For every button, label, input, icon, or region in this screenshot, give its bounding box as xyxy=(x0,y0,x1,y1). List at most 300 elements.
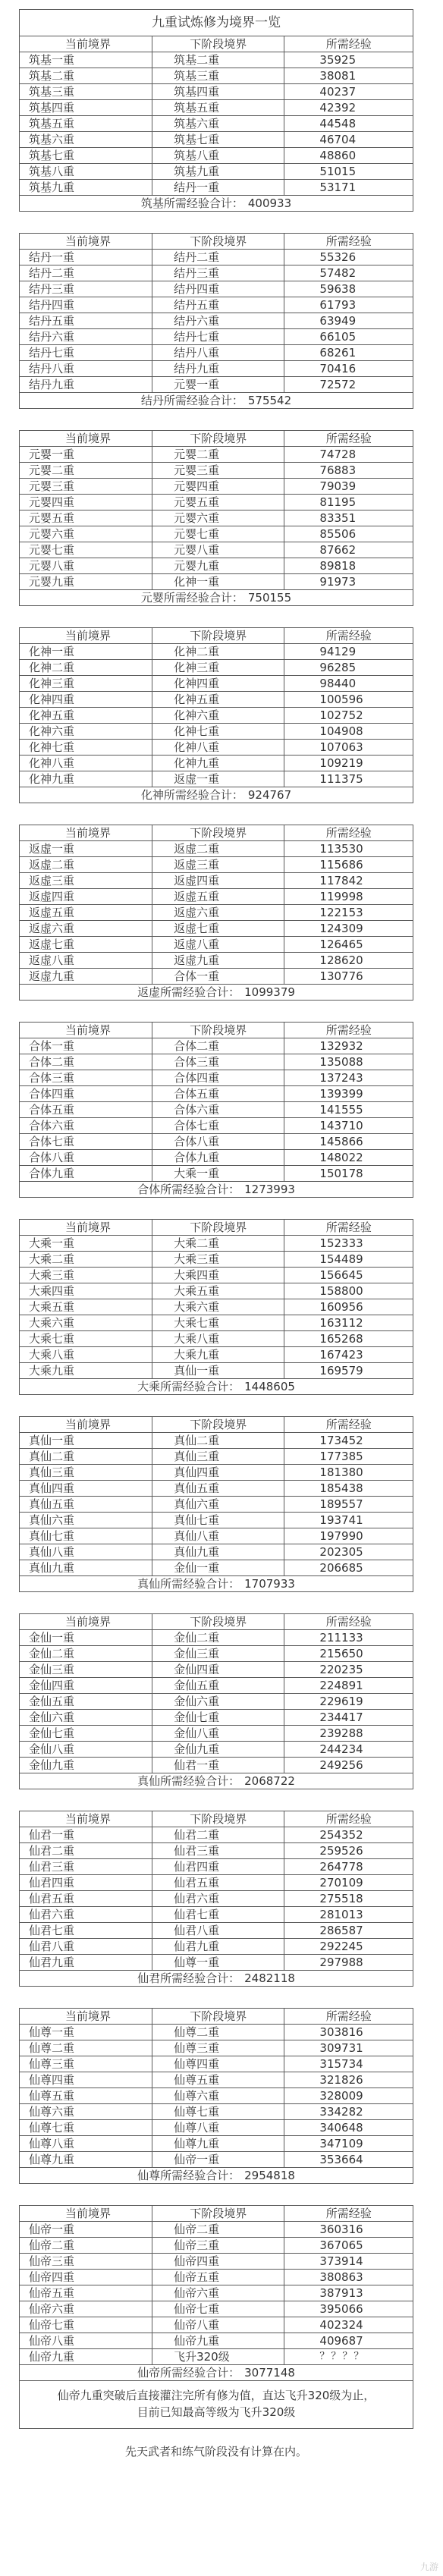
required-exp: 185438 xyxy=(284,1481,413,1497)
next-realm: 合体八重 xyxy=(152,1134,284,1150)
required-exp: 270109 xyxy=(284,1875,413,1891)
required-exp: 72572 xyxy=(284,377,413,393)
next-realm: 金仙八重 xyxy=(152,1726,284,1742)
next-realm: 筑基七重 xyxy=(152,132,284,148)
realm-table xyxy=(19,233,413,409)
header-exp: 所需经验 xyxy=(284,234,413,250)
header-exp: 所需经验 xyxy=(284,2206,413,2222)
table-header-row xyxy=(20,1417,413,1433)
table-row xyxy=(20,708,413,724)
next-realm: 返虚八重 xyxy=(152,937,284,953)
current-realm: 仙尊五重 xyxy=(20,2088,152,2104)
table-header-row xyxy=(20,36,413,52)
table-row xyxy=(20,2040,413,2056)
total-label xyxy=(137,2169,240,2182)
note-line-2: 目前已知最高等级为飞升320级 xyxy=(137,2405,296,2419)
total-suffix: 所需经验合计： xyxy=(160,1183,240,1196)
next-realm: 仙君一重 xyxy=(152,1758,284,1773)
required-exp: 44548 xyxy=(284,116,413,132)
total-row xyxy=(20,1773,413,1789)
next-realm: 金仙九重 xyxy=(152,1742,284,1758)
current-realm: 真仙三重 xyxy=(20,1465,152,1481)
next-realm: 返虚六重 xyxy=(152,905,284,921)
next-realm: 筑基四重 xyxy=(152,84,284,100)
footer-note: 先天武者和练气阶段没有计算在内。 xyxy=(124,2445,307,2458)
next-realm: 仙帝二重 xyxy=(152,2222,284,2238)
total-suffix: 所需经验合计： xyxy=(163,394,243,407)
required-exp: 117842 xyxy=(284,873,413,889)
table-row xyxy=(20,1726,413,1742)
next-realm: 元婴七重 xyxy=(152,526,284,542)
required-exp: 148022 xyxy=(284,1150,413,1166)
header-next: 下阶段境界 xyxy=(152,1417,284,1433)
next-realm: 化神七重 xyxy=(152,724,284,740)
next-realm: 金仙二重 xyxy=(152,1630,284,1646)
total-cell xyxy=(20,2168,413,2184)
next-realm: 仙尊六重 xyxy=(152,2088,284,2104)
table-header-row xyxy=(20,825,413,841)
current-realm: 仙尊三重 xyxy=(20,2056,152,2072)
required-exp: 224891 xyxy=(284,1678,413,1694)
table-row xyxy=(20,1544,413,1560)
current-realm: 仙君六重 xyxy=(20,1907,152,1923)
required-exp: 275518 xyxy=(284,1891,413,1907)
current-realm: 真仙八重 xyxy=(20,1544,152,1560)
required-exp: 38081 xyxy=(284,68,413,84)
required-exp: 150178 xyxy=(284,1166,413,1182)
total-cell xyxy=(20,1182,413,1198)
next-realm: 化神四重 xyxy=(152,676,284,692)
required-exp: 42392 xyxy=(284,100,413,116)
required-exp: 59638 xyxy=(284,281,413,297)
total-label xyxy=(137,1774,240,1788)
required-exp: 119998 xyxy=(284,889,413,905)
required-exp: 303816 xyxy=(284,2025,413,2040)
next-realm: 仙帝七重 xyxy=(152,2301,284,2317)
table-row xyxy=(20,281,413,297)
current-realm: 元婴九重 xyxy=(20,574,152,590)
header-exp: 所需经验 xyxy=(284,2009,413,2025)
total-label xyxy=(137,1971,240,1985)
next-realm: 真仙九重 xyxy=(152,1544,284,1560)
current-realm: 结丹二重 xyxy=(20,265,152,281)
next-realm: 大乘一重 xyxy=(152,1166,284,1182)
next-realm: 元婴二重 xyxy=(152,447,284,463)
current-realm: 仙帝七重 xyxy=(20,2317,152,2333)
table-row xyxy=(20,1843,413,1859)
required-exp: 83351 xyxy=(284,510,413,526)
total-suffix: 所需经验合计： xyxy=(160,985,240,999)
total-suffix: 所需经验合计： xyxy=(160,2169,240,2182)
current-realm: 仙帝六重 xyxy=(20,2301,152,2317)
table-row xyxy=(20,692,413,708)
total-row xyxy=(20,590,413,606)
next-realm: 仙君八重 xyxy=(152,1923,284,1939)
table-row xyxy=(20,148,413,164)
table-row xyxy=(20,1955,413,1971)
current-realm: 结丹三重 xyxy=(20,281,152,297)
current-realm: 合体九重 xyxy=(20,1166,152,1182)
header-next: 下阶段境界 xyxy=(152,2206,284,2222)
table-row xyxy=(20,1347,413,1363)
required-exp: 156645 xyxy=(284,1268,413,1283)
next-realm: 仙帝一重 xyxy=(152,2152,284,2168)
next-realm: 金仙七重 xyxy=(152,1710,284,1726)
table-row xyxy=(20,676,413,692)
total-realm-name: 筑基 xyxy=(140,196,164,210)
next-realm: 真仙七重 xyxy=(152,1513,284,1528)
header-exp: 所需经验 xyxy=(284,36,413,52)
next-realm: 仙帝五重 xyxy=(152,2270,284,2285)
next-realm: 大乘三重 xyxy=(152,1252,284,1268)
table-row xyxy=(20,100,413,116)
table-row xyxy=(20,921,413,937)
current-realm: 化神一重 xyxy=(20,644,152,660)
current-realm: 筑基二重 xyxy=(20,68,152,84)
next-realm: 合体三重 xyxy=(152,1054,284,1070)
header-exp: 所需经验 xyxy=(284,1023,413,1038)
total-value: 1448605 xyxy=(244,1380,295,1393)
next-realm: 化神一重 xyxy=(152,574,284,590)
next-realm: 大乘五重 xyxy=(152,1283,284,1299)
next-realm: 化神三重 xyxy=(152,660,284,676)
next-realm: 仙君二重 xyxy=(152,1827,284,1843)
table-row xyxy=(20,2056,413,2072)
current-realm: 结丹六重 xyxy=(20,329,152,345)
total-label xyxy=(137,1380,240,1393)
required-exp: 334282 xyxy=(284,2104,413,2120)
next-realm: 返虚一重 xyxy=(152,771,284,787)
required-exp: 197990 xyxy=(284,1528,413,1544)
required-exp: ？？？？ xyxy=(284,2349,413,2365)
required-exp: 169579 xyxy=(284,1363,413,1379)
required-exp: 122153 xyxy=(284,905,413,921)
current-realm: 大乘二重 xyxy=(20,1252,152,1268)
table-row xyxy=(20,510,413,526)
table-row xyxy=(20,1907,413,1923)
current-realm: 筑基九重 xyxy=(20,180,152,196)
table-row xyxy=(20,2349,413,2365)
table-row xyxy=(20,1252,413,1268)
header-next: 下阶段境界 xyxy=(152,1023,284,1038)
table-row xyxy=(20,2072,413,2088)
table-row xyxy=(20,2254,413,2270)
required-exp: 53171 xyxy=(284,180,413,196)
current-realm: 合体二重 xyxy=(20,1054,152,1070)
total-suffix: 所需经验合计： xyxy=(163,788,243,802)
total-suffix: 所需经验合计： xyxy=(163,591,243,605)
table-header-row xyxy=(20,431,413,447)
required-exp: 181380 xyxy=(284,1465,413,1481)
next-realm: 仙帝九重 xyxy=(152,2333,284,2349)
required-exp: 353664 xyxy=(284,2152,413,2168)
table-row xyxy=(20,1118,413,1134)
current-realm: 真仙四重 xyxy=(20,1481,152,1497)
header-exp: 所需经验 xyxy=(284,1811,413,1827)
required-exp: 66105 xyxy=(284,329,413,345)
total-suffix: 所需经验合计： xyxy=(160,1774,240,1788)
current-realm: 返虚五重 xyxy=(20,905,152,921)
current-realm: 仙帝三重 xyxy=(20,2254,152,2270)
next-realm: 结丹七重 xyxy=(152,329,284,345)
required-exp: 402324 xyxy=(284,2317,413,2333)
current-realm: 大乘四重 xyxy=(20,1283,152,1299)
required-exp: 360316 xyxy=(284,2222,413,2238)
total-row xyxy=(20,2168,413,2184)
required-exp: 215650 xyxy=(284,1646,413,1662)
table-row xyxy=(20,2317,413,2333)
next-realm: 真仙四重 xyxy=(152,1465,284,1481)
next-realm: 筑基六重 xyxy=(152,116,284,132)
next-realm: 金仙四重 xyxy=(152,1662,284,1678)
required-exp: 163112 xyxy=(284,1315,413,1331)
required-exp: 46704 xyxy=(284,132,413,148)
current-realm: 仙君七重 xyxy=(20,1923,152,1939)
required-exp: 81195 xyxy=(284,495,413,510)
required-exp: 51015 xyxy=(284,164,413,180)
next-realm: 结丹五重 xyxy=(152,297,284,313)
table-row xyxy=(20,345,413,361)
total-value: 1099379 xyxy=(244,985,295,999)
table-row xyxy=(20,1150,413,1166)
next-realm: 合体四重 xyxy=(152,1070,284,1086)
next-realm: 金仙六重 xyxy=(152,1694,284,1710)
table-row xyxy=(20,1497,413,1513)
current-realm: 返虚六重 xyxy=(20,921,152,937)
next-realm: 真仙一重 xyxy=(152,1363,284,1379)
table-header-row xyxy=(20,628,413,644)
realm-table xyxy=(19,627,413,803)
current-realm: 仙君五重 xyxy=(20,1891,152,1907)
current-realm: 元婴六重 xyxy=(20,526,152,542)
table-row xyxy=(20,953,413,969)
current-realm: 大乘五重 xyxy=(20,1299,152,1315)
next-realm: 返虚五重 xyxy=(152,889,284,905)
header-exp: 所需经验 xyxy=(284,628,413,644)
required-exp: 126465 xyxy=(284,937,413,953)
next-realm: 返虚三重 xyxy=(152,857,284,873)
total-row xyxy=(20,985,413,1001)
next-realm: 结丹一重 xyxy=(152,180,284,196)
table-row xyxy=(20,2301,413,2317)
total-cell xyxy=(20,2365,413,2381)
header-current: 当前境界 xyxy=(20,234,152,250)
required-exp: 167423 xyxy=(284,1347,413,1363)
required-exp: 85506 xyxy=(284,526,413,542)
required-exp: 395066 xyxy=(284,2301,413,2317)
required-exp: 189557 xyxy=(284,1497,413,1513)
table-row xyxy=(20,937,413,953)
next-realm: 仙尊九重 xyxy=(152,2136,284,2152)
next-realm: 大乘二重 xyxy=(152,1236,284,1252)
total-value: 400933 xyxy=(247,196,292,210)
next-realm: 大乘七重 xyxy=(152,1315,284,1331)
table-row xyxy=(20,1694,413,1710)
table-row xyxy=(20,1363,413,1379)
realm-table xyxy=(19,1219,413,1395)
required-exp: 113530 xyxy=(284,841,413,857)
table-row xyxy=(20,542,413,558)
current-realm: 结丹四重 xyxy=(20,297,152,313)
current-realm: 合体一重 xyxy=(20,1038,152,1054)
header-current: 当前境界 xyxy=(20,1417,152,1433)
required-exp: 160956 xyxy=(284,1299,413,1315)
header-current: 当前境界 xyxy=(20,431,152,447)
current-realm: 仙君四重 xyxy=(20,1875,152,1891)
required-exp: 135088 xyxy=(284,1054,413,1070)
next-realm: 返虚二重 xyxy=(152,841,284,857)
current-realm: 结丹五重 xyxy=(20,313,152,329)
next-realm: 仙君六重 xyxy=(152,1891,284,1907)
total-label xyxy=(137,985,240,999)
required-exp: 70416 xyxy=(284,361,413,377)
total-cell xyxy=(20,1379,413,1395)
table-row xyxy=(20,2270,413,2285)
required-exp: 373914 xyxy=(284,2254,413,2270)
required-exp: 165268 xyxy=(284,1331,413,1347)
current-realm: 合体四重 xyxy=(20,1086,152,1102)
current-realm: 筑基三重 xyxy=(20,84,152,100)
table-row xyxy=(20,116,413,132)
header-current: 当前境界 xyxy=(20,825,152,841)
required-exp: 100596 xyxy=(284,692,413,708)
next-realm: 元婴九重 xyxy=(152,558,284,574)
table-row xyxy=(20,1070,413,1086)
note-block xyxy=(19,2381,413,2429)
table-row xyxy=(20,1923,413,1939)
total-cell xyxy=(20,393,413,409)
required-exp: 35925 xyxy=(284,52,413,68)
table-row xyxy=(20,1710,413,1726)
header-next: 下阶段境界 xyxy=(152,431,284,447)
current-realm: 金仙七重 xyxy=(20,1726,152,1742)
current-realm: 合体八重 xyxy=(20,1150,152,1166)
total-suffix: 所需经验合计： xyxy=(160,1971,240,1985)
current-realm: 金仙八重 xyxy=(20,1742,152,1758)
table-row xyxy=(20,2088,413,2104)
table-row xyxy=(20,1646,413,1662)
table-row xyxy=(20,1630,413,1646)
table-row xyxy=(20,1875,413,1891)
next-realm: 真仙三重 xyxy=(152,1449,284,1465)
required-exp: 328009 xyxy=(284,2088,413,2104)
current-realm: 真仙五重 xyxy=(20,1497,152,1513)
total-realm-name: 返虚 xyxy=(137,985,161,999)
current-realm: 化神六重 xyxy=(20,724,152,740)
next-realm: 仙君九重 xyxy=(152,1939,284,1955)
required-exp: 130776 xyxy=(284,969,413,985)
table-row xyxy=(20,526,413,542)
table-row xyxy=(20,479,413,495)
next-realm: 合体七重 xyxy=(152,1118,284,1134)
header-next: 下阶段境界 xyxy=(152,234,284,250)
next-realm: 合体九重 xyxy=(152,1150,284,1166)
required-exp: 89818 xyxy=(284,558,413,574)
table-row xyxy=(20,756,413,771)
next-realm: 仙尊二重 xyxy=(152,2025,284,2040)
table-header-row xyxy=(20,2206,413,2222)
next-realm: 真仙八重 xyxy=(152,1528,284,1544)
current-realm: 仙帝九重 xyxy=(20,2349,152,2365)
current-realm: 仙尊七重 xyxy=(20,2120,152,2136)
next-realm: 筑基八重 xyxy=(152,148,284,164)
next-realm: 结丹六重 xyxy=(152,313,284,329)
current-realm: 金仙九重 xyxy=(20,1758,152,1773)
table-row xyxy=(20,1134,413,1150)
header-current: 当前境界 xyxy=(20,2206,152,2222)
current-realm: 真仙六重 xyxy=(20,1513,152,1528)
total-suffix: 所需经验合计： xyxy=(160,2366,240,2380)
required-exp: 61793 xyxy=(284,297,413,313)
total-realm-name: 大乘 xyxy=(137,1380,161,1393)
required-exp: 193741 xyxy=(284,1513,413,1528)
total-cell xyxy=(20,1971,413,1987)
current-realm: 化神七重 xyxy=(20,740,152,756)
header-next: 下阶段境界 xyxy=(152,2009,284,2025)
table-row xyxy=(20,1166,413,1182)
current-realm: 仙尊一重 xyxy=(20,2025,152,2040)
total-value: 575542 xyxy=(247,394,292,407)
current-realm: 仙帝八重 xyxy=(20,2333,152,2349)
table-header-row xyxy=(20,1220,413,1236)
next-realm: 合体二重 xyxy=(152,1038,284,1054)
next-realm: 化神八重 xyxy=(152,740,284,756)
current-realm: 筑基六重 xyxy=(20,132,152,148)
total-cell xyxy=(20,787,413,803)
total-label xyxy=(137,1183,240,1196)
current-realm: 仙君一重 xyxy=(20,1827,152,1843)
total-label xyxy=(141,788,243,802)
header-next: 下阶段境界 xyxy=(152,1811,284,1827)
required-exp: 104908 xyxy=(284,724,413,740)
table-row xyxy=(20,1758,413,1773)
current-realm: 结丹八重 xyxy=(20,361,152,377)
total-row xyxy=(20,196,413,212)
table-row xyxy=(20,265,413,281)
header-exp: 所需经验 xyxy=(284,1220,413,1236)
current-realm: 元婴五重 xyxy=(20,510,152,526)
current-realm: 大乘七重 xyxy=(20,1331,152,1347)
required-exp: 55326 xyxy=(284,250,413,265)
total-realm-name: 仙君 xyxy=(137,1971,161,1985)
current-realm: 合体三重 xyxy=(20,1070,152,1086)
next-realm: 化神九重 xyxy=(152,756,284,771)
next-realm: 大乘九重 xyxy=(152,1347,284,1363)
table-row xyxy=(20,2025,413,2040)
current-realm: 仙君二重 xyxy=(20,1843,152,1859)
total-label xyxy=(141,591,243,605)
table-row xyxy=(20,2136,413,2152)
table-row xyxy=(20,841,413,857)
current-realm: 合体五重 xyxy=(20,1102,152,1118)
required-exp: 309731 xyxy=(284,2040,413,2056)
current-realm: 返虚四重 xyxy=(20,889,152,905)
total-realm-name: 仙帝 xyxy=(137,2366,161,2380)
next-realm: 金仙三重 xyxy=(152,1646,284,1662)
required-exp: 315734 xyxy=(284,2056,413,2072)
next-realm: 真仙二重 xyxy=(152,1433,284,1449)
current-realm: 筑基四重 xyxy=(20,100,152,116)
required-exp: 173452 xyxy=(284,1433,413,1449)
required-exp: 128620 xyxy=(284,953,413,969)
required-exp: 347109 xyxy=(284,2136,413,2152)
table-row xyxy=(20,1859,413,1875)
total-label xyxy=(141,394,243,407)
header-exp: 所需经验 xyxy=(284,431,413,447)
required-exp: 234417 xyxy=(284,1710,413,1726)
current-realm: 真仙一重 xyxy=(20,1433,152,1449)
required-exp: 321826 xyxy=(284,2072,413,2088)
